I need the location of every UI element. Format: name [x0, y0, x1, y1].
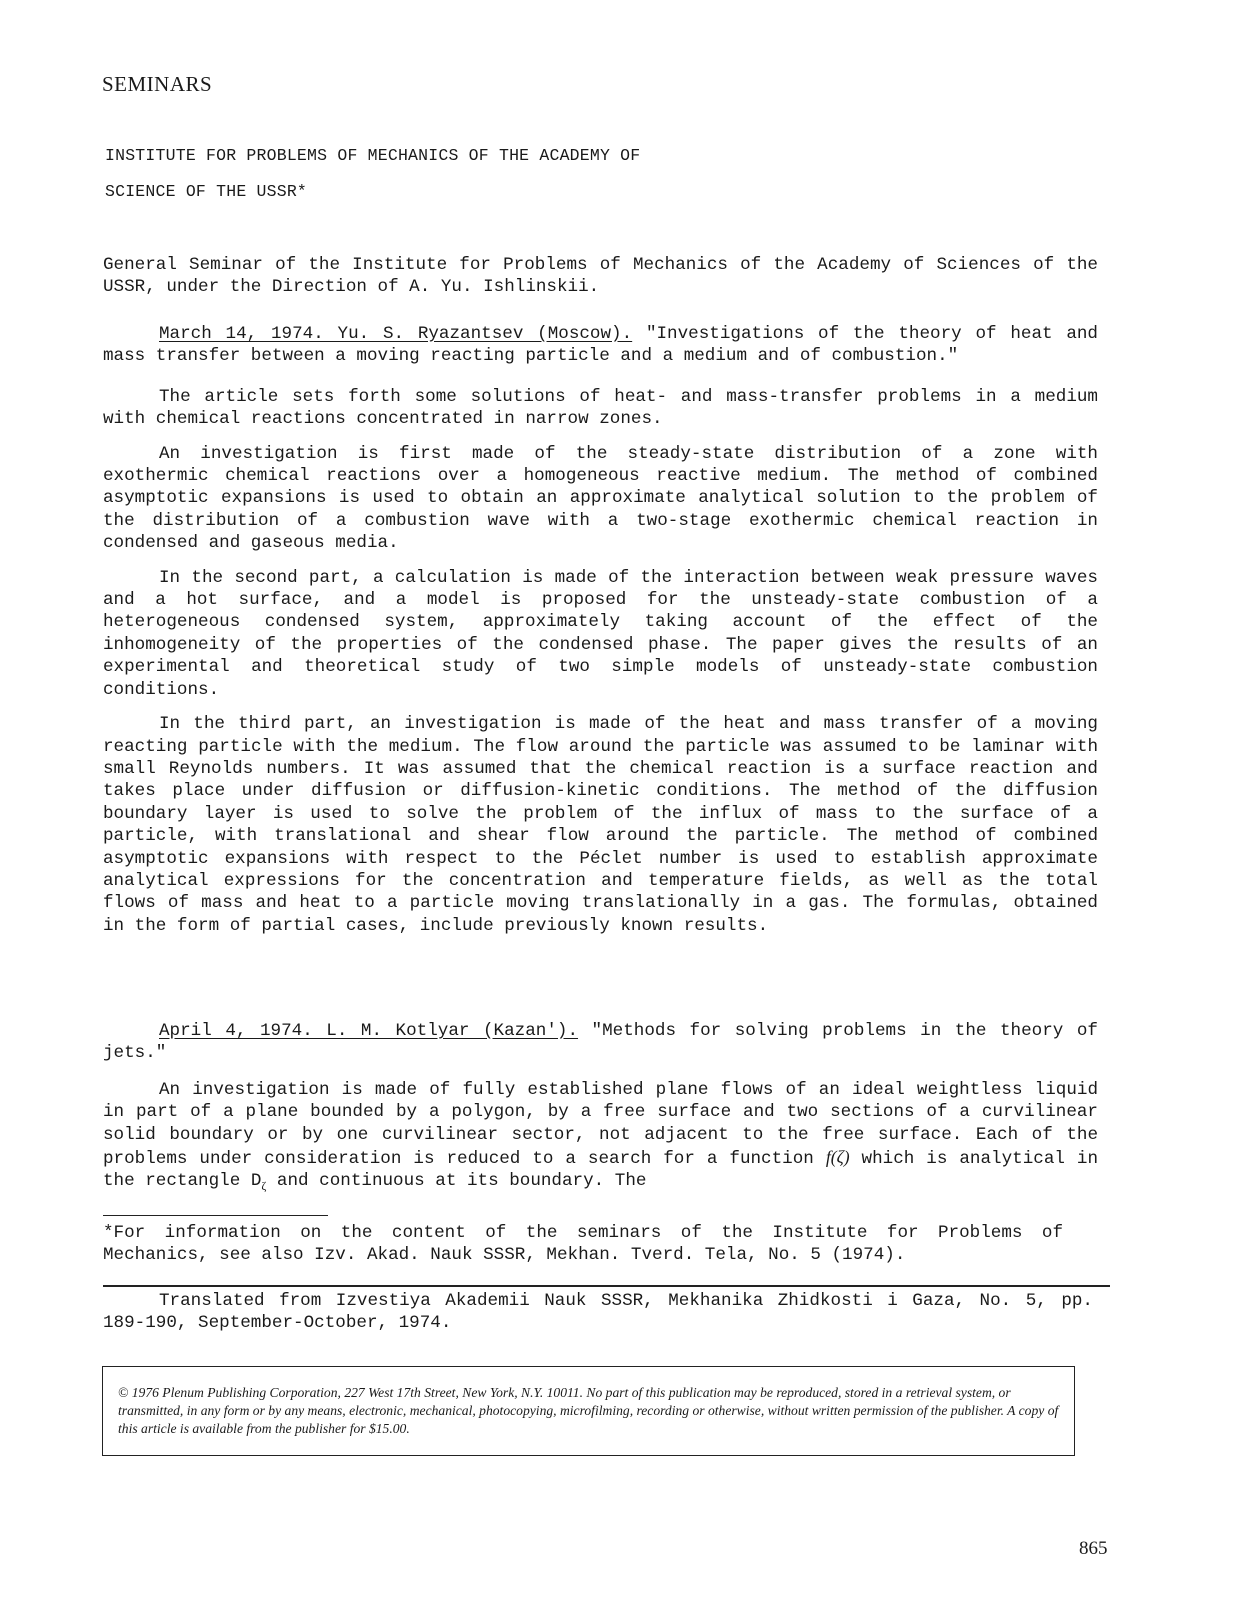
- talk-2-paragraph: [103, 1079, 1098, 1198]
- talk-2-block: [103, 1020, 1098, 1197]
- talk-2-title: "Methods for solving problems in the theory of jets.": [103, 1021, 1098, 1064]
- translation-note: [103, 1290, 1093, 1334]
- talk-1-paragraph-4: In the third part, an investigation is made of the heat and mass transfer of a moving reacting particle with the medium. The flow around the particle was assumed to be laminar with small Reynolds numbers. It was assumed that the chemical reaction is a surface reaction and takes place under diffusion or diffusion-kinetic conditions. The method of the diffusion boundary layer is used to solve the problem of the influx of mass to the surface of a particle, with translational and shear flow around the particle. The method of combined asymptotic expansions with respect to the Péclet number is used to establish approximate analytical expressions for the concentration and temperature fields, as well as the total flows of mass and heat to a particle moving translationally in a gas. The formulas, obtained in the form of partial cases, include previously known results.: [103, 714, 1098, 936]
- math-domain-subscript: ζ: [261, 1178, 267, 1193]
- institute-title-line-2: SCIENCE OF THE USSR*: [105, 182, 308, 201]
- talk-1-paragraph-3: In the second part, a calculation is made of the interaction between weak pressure waves and a hot surface, and a model is proposed for the unsteady-state combustion of a heterogeneous condensed system, approximately taking account of the effect of the inhomogeneity of the properties of the condensed phase. The paper gives the results of an experimental and theoretical study of two simple models of unsteady-state combustion conditions.: [103, 567, 1098, 700]
- talk-1-paragraph-1: The article sets forth some solutions of heat- and mass-transfer problems in a medium with chemical reactions concentrated in narrow zones.: [103, 386, 1098, 430]
- math-domain-letter: D: [250, 1171, 262, 1192]
- math-domain: [251, 1171, 267, 1191]
- talk-2-date-speaker: April 4, 1974. L. M. Kotlyar (Kazan').: [159, 1021, 579, 1041]
- talk-2-text-b: which is analytical in the rectangle: [103, 1149, 1099, 1192]
- talk-2-text-c: and continuous at its boundary. The: [276, 1171, 647, 1192]
- intro-paragraph: [103, 254, 1098, 299]
- translation-rule: [103, 1285, 1110, 1287]
- section-heading: SEMINARS: [102, 72, 213, 96]
- footnote-rule: [103, 1215, 328, 1216]
- institute-title-line-1: INSTITUTE FOR PROBLEMS OF MECHANICS OF THE ACADEMY OF: [105, 146, 641, 165]
- footnote-text: *For information on the content of the seminars of the Institute for Problems of Mechanics, see also Izv. Akad. Nauk SSSR, Mekhan. Tverd. Tela, No. 5 (1974).: [103, 1223, 1063, 1265]
- footnote: [103, 1222, 1063, 1266]
- page-number: 865: [1079, 1538, 1108, 1559]
- talk-1-block: [103, 323, 1098, 937]
- talk-1-title: "Investigations of the theory of heat and mass transfer between a moving reacting particle and a medium and of combustion.": [103, 324, 1098, 367]
- talk-1-paragraph-2: An investigation is first made of the steady-state distribution of a zone with exothermic chemical reactions over a homogeneous reactive medium. The method of combined asymptotic expansions is used to obtain an approximate analytical solution to the problem of the distribution of a combustion wave with a two-stage exothermic chemical reaction in condensed and gaseous media.: [103, 443, 1098, 554]
- copyright-notice: © 1976 Plenum Publishing Corporation, 227 West 17th Street, New York, N.Y. 10011. No part of this publication may be reproduced, stored in a retrieval system, or transmitted, in any form or by any means, electronic, mechanical, photocopying, microfilming, recording or otherwise, without written permission of the publisher. A copy of this article is available from the publisher for $15.00.: [118, 1385, 1059, 1436]
- translation-text: Translated from Izvestiya Akademii Nauk SSSR, Mekhanika Zhidkosti i Gaza, No. 5, pp. 189-190, September-October, 1974.: [103, 1291, 1093, 1333]
- talk-1-header: [103, 323, 1098, 368]
- talk-2-header: [103, 1020, 1098, 1065]
- talk-2-text-a: An investigation is made of fully established plane flows of an ideal weightless liquid in part of a plane bounded by a polygon, by a free surface and two sections of a curvilinear solid boundary or by one curvilinear sector, not adjacent to the free surface. Each of the problems under consideration is reduced to a search for a function: [103, 1079, 1098, 1170]
- math-function: f(ζ): [825, 1147, 850, 1168]
- talk-1-date-speaker: March 14, 1974. Yu. S. Ryazantsev (Moscow).: [159, 324, 633, 344]
- intro-text: General Seminar of the Institute for Problems of Mechanics of the Academy of Sciences of the USSR, under the Direction of A. Yu. Ishlinskii.: [103, 255, 1098, 298]
